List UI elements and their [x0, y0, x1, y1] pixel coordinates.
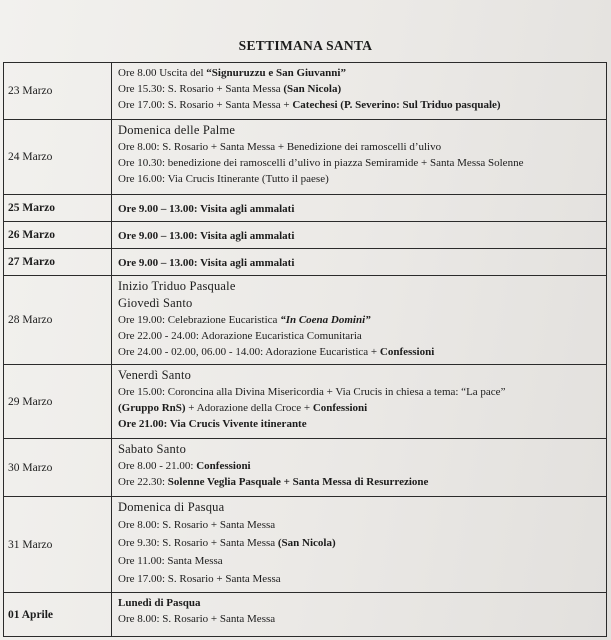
line-text: Ore 9.00 – 13.00: Visita agli ammalati [118, 202, 295, 215]
line-text: Ore 8.00: S. Rosario + Santa Messa + Benedizione dei ramoscelli d’ulivo [118, 141, 442, 153]
line-text: Ore 22.00 - 24.00: Adorazione Eucaristica Comunitaria [118, 330, 362, 342]
schedule-line [118, 611, 600, 627]
line-text: (San Nicola) [283, 83, 342, 95]
row-date: 29 Marzo [4, 365, 112, 439]
line-text: “Signuruzzu e San Giuvanni” [206, 67, 346, 79]
schedule-row [4, 249, 607, 276]
schedule-line [118, 367, 600, 384]
line-text: Ore 8.00: S. Rosario + Santa Messa [118, 613, 276, 625]
line-text: Ore 17.00: S. Rosario + Santa Messa + [118, 99, 293, 111]
schedule-line [118, 81, 600, 97]
schedule-row [4, 497, 607, 593]
line-text: Ore 8.00 Uscita del [118, 67, 207, 79]
line-text: Confessioni [379, 346, 435, 358]
row-description [112, 195, 607, 222]
row-description [112, 222, 607, 249]
line-text: Ore 15.00: Coroncina alla Divina Misericordia + Via Crucis in chiesa a tema: “La pace” [118, 386, 506, 398]
schedule-line [118, 255, 600, 271]
row-date: 23 Marzo [4, 63, 112, 120]
row-date: 27 Marzo [4, 249, 112, 276]
schedule-line [118, 458, 600, 474]
line-text: Ore 15.30: S. Rosario + Santa Messa [118, 83, 284, 95]
line-text: “In Coena Domini” [280, 314, 371, 326]
line-text: + Adorazione della Croce + [185, 402, 313, 414]
schedule-line [118, 552, 600, 570]
schedule-row [4, 365, 607, 439]
line-text: Confessioni [312, 402, 368, 414]
line-text: Ore 17.00: S. Rosario + Santa Messa [118, 573, 281, 585]
schedule-row [4, 593, 607, 637]
line-text: Ore 9.30: S. Rosario + Santa Messa [118, 537, 278, 549]
line-text: Ore 9.00 – 13.00: Visita agli ammalati [118, 256, 295, 269]
row-description [112, 276, 607, 365]
line-text: Solenne Veglia Pasquale + Santa Messa di Resurrezione [167, 476, 429, 488]
row-date: 31 Marzo [4, 497, 112, 593]
schedule-line [118, 384, 600, 400]
schedule-line [118, 400, 600, 416]
line-text: (San Nicola) [277, 537, 336, 549]
row-date: 24 Marzo [4, 120, 112, 195]
page-title: SETTIMANA SANTA [238, 38, 373, 53]
line-text: Ore 8.00: S. Rosario + Santa Messa [118, 519, 276, 531]
schedule-table [3, 62, 607, 637]
line-text: Ore 11.00: Santa Messa [118, 555, 223, 567]
row-date: 28 Marzo [4, 276, 112, 365]
day-heading: Domenica di Pasqua [118, 500, 225, 514]
schedule-line [118, 441, 600, 458]
line-text: Ore 21.00: Via Crucis Vivente itinerante [118, 418, 307, 430]
schedule-line [118, 516, 600, 534]
schedule-line [118, 278, 600, 295]
row-description [112, 365, 607, 439]
line-text: Ore 24.00 - 02.00, 06.00 - 14.00: Adorazione Eucaristica + [118, 346, 380, 358]
day-heading: Inizio Triduo Pasquale [118, 279, 236, 293]
schedule-row [4, 120, 607, 195]
schedule-line [118, 97, 600, 113]
schedule-line [118, 201, 600, 217]
row-date: 25 Marzo [4, 195, 112, 222]
row-description [112, 497, 607, 593]
row-description [112, 439, 607, 497]
schedule-line [118, 474, 600, 490]
schedule-row [4, 276, 607, 365]
schedule-line [118, 155, 600, 171]
line-text: (Gruppo RnS) [118, 402, 186, 414]
line-text: Ore 9.00 – 13.00: Visita agli ammalati [118, 229, 295, 242]
schedule-line [118, 65, 600, 81]
schedule-line [118, 416, 600, 432]
line-text: Ore 16.00: Via Crucis Itinerante (Tutto il paese) [118, 173, 329, 185]
row-description [112, 120, 607, 195]
schedule-line [118, 312, 600, 328]
row-date: 01 Aprile [4, 593, 112, 637]
schedule-line [118, 171, 600, 187]
row-date: 26 Marzo [4, 222, 112, 249]
day-heading: Sabato Santo [118, 442, 187, 456]
line-text: Catechesi (P. Severino: Sul Triduo pasquale) [292, 99, 501, 111]
day-heading: Domenica delle Palme [118, 123, 236, 137]
schedule-line [118, 570, 600, 588]
schedule-row [4, 222, 607, 249]
line-text: Ore 8.00 - 21.00: [118, 460, 197, 472]
line-text: Ore 22.30: [118, 476, 168, 488]
line-text: Confessioni [196, 460, 251, 472]
schedule-line [118, 328, 600, 344]
schedule-line [118, 344, 600, 360]
day-heading: Venerdì Santo [118, 368, 192, 382]
row-date: 30 Marzo [4, 439, 112, 497]
schedule-line [118, 499, 600, 516]
row-description [112, 249, 607, 276]
schedule-line [118, 295, 600, 312]
row-description [112, 593, 607, 637]
line-text: Ore 19.00: Celebrazione Eucaristica [118, 314, 281, 326]
schedule-line [118, 228, 600, 244]
line-text: Ore 10.30: benedizione dei ramoscelli d’ulivo in piazza Semiramide + Santa Messa Solenne [118, 157, 524, 169]
schedule-line [118, 595, 600, 611]
schedule-line [118, 534, 600, 552]
schedule-line [118, 122, 600, 139]
day-heading: Giovedì Santo [118, 296, 193, 310]
schedule-row [4, 63, 607, 120]
line-text: Lunedì di Pasqua [118, 597, 201, 609]
schedule-row [4, 195, 607, 222]
schedule-row [4, 439, 607, 497]
schedule-line [118, 139, 600, 155]
row-description [112, 63, 607, 120]
